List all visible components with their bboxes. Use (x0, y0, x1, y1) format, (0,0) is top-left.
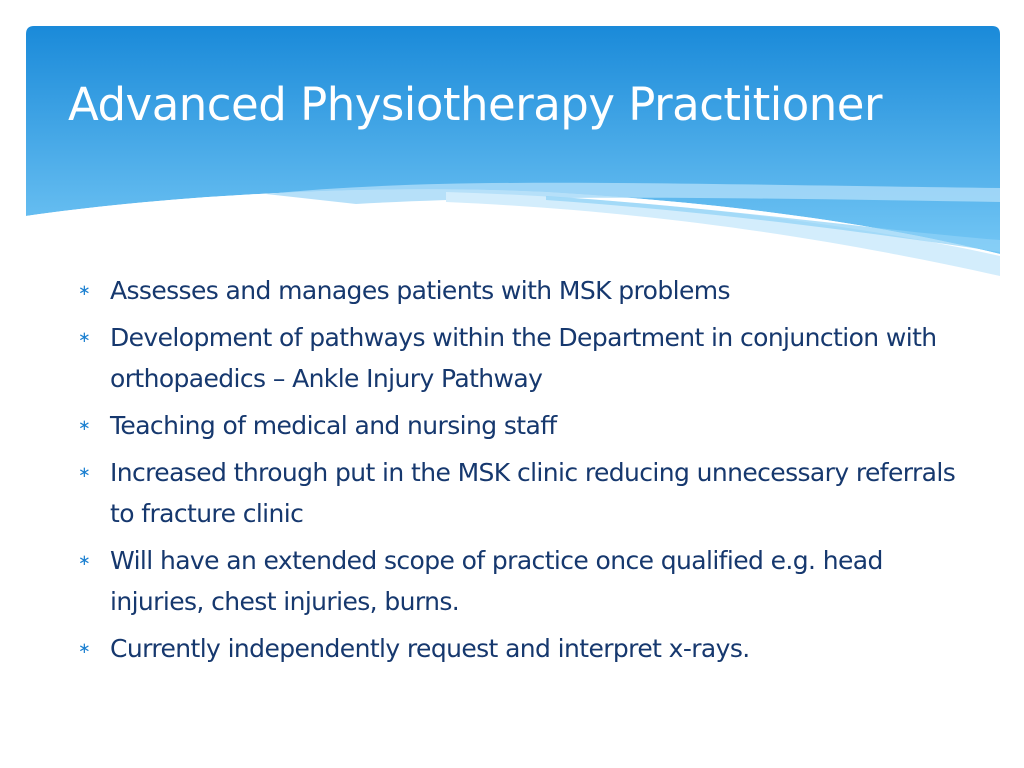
asterisk-bullet-icon: ∗ (78, 281, 91, 299)
bullet-text: Development of pathways within the Department in conjunction with orthopaedics – Ankle Injury Pathway (110, 323, 937, 393)
list-item (78, 452, 978, 534)
asterisk-bullet-icon: ∗ (78, 416, 91, 434)
slide-title: Advanced Physiotherapy Practitioner (68, 78, 882, 131)
banner-wave-graphic (26, 26, 1000, 276)
list-item (78, 317, 978, 399)
list-item (78, 628, 978, 669)
bullet-list (78, 270, 978, 675)
list-item (78, 540, 978, 622)
asterisk-bullet-icon: ∗ (78, 463, 91, 481)
asterisk-bullet-icon: ∗ (78, 639, 91, 657)
bullet-text: Increased through put in the MSK clinic reducing unnecessary referrals to fracture clinic (110, 458, 956, 528)
list-item (78, 270, 978, 311)
bullet-text: Assesses and manages patients with MSK problems (110, 276, 730, 305)
asterisk-bullet-icon: ∗ (78, 328, 91, 346)
list-item (78, 405, 978, 446)
asterisk-bullet-icon: ∗ (78, 551, 91, 569)
bullet-text: Teaching of medical and nursing staff (110, 411, 557, 440)
bullet-text: Will have an extended scope of practice once qualified e.g. head injuries, chest injuries, burns. (110, 546, 883, 616)
title-banner (26, 26, 1000, 276)
bullet-text: Currently independently request and interpret x-rays. (110, 634, 750, 663)
